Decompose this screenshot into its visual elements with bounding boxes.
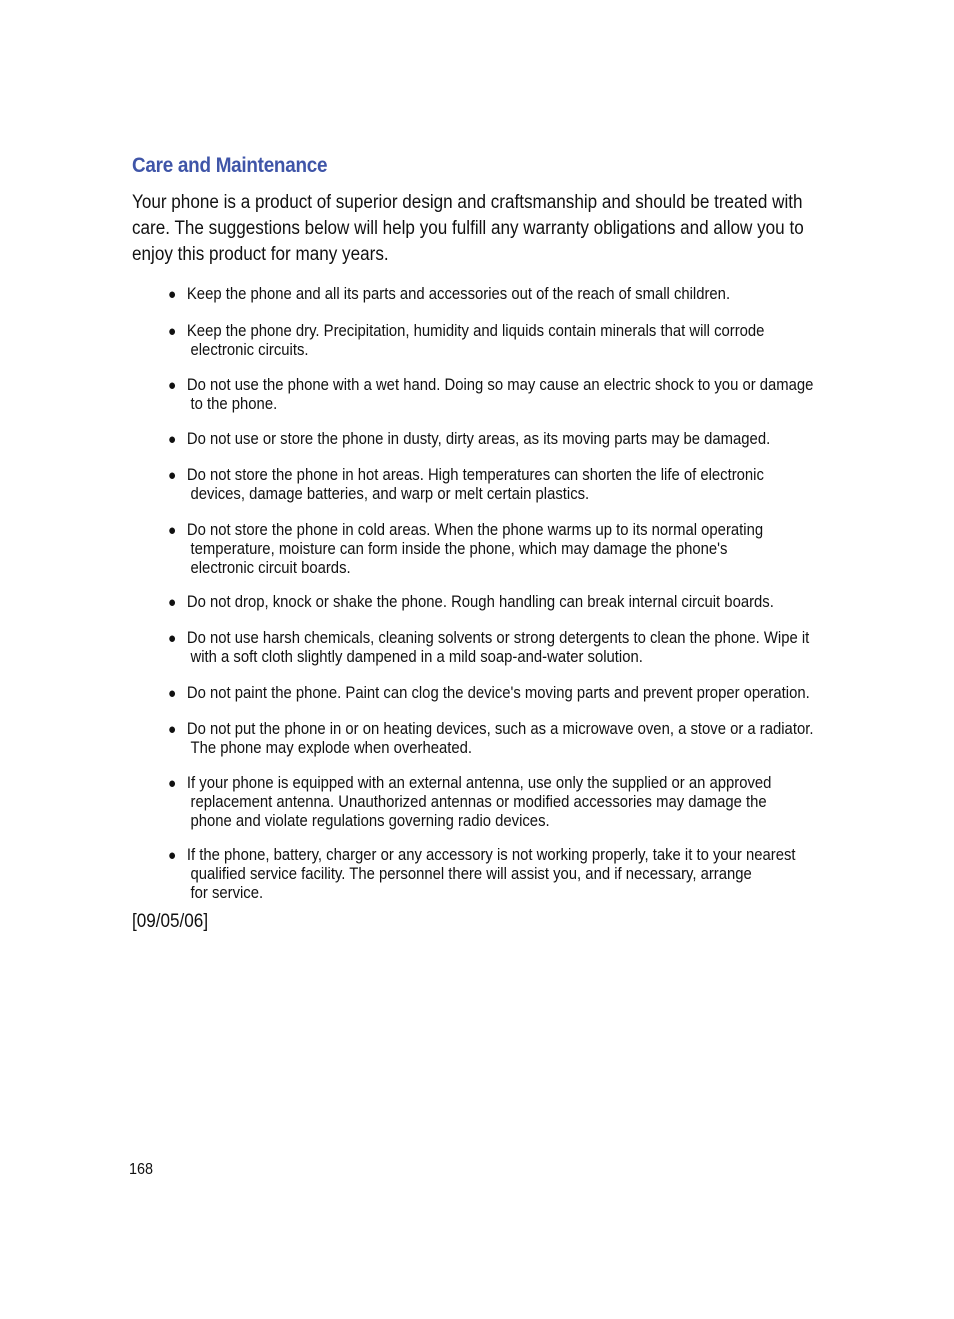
list-item xyxy=(168,846,825,903)
list-item xyxy=(168,521,825,578)
list-item-text: Do not drop, knock or shake the phone. Rough handling can break internal circuit boards. xyxy=(186,593,774,611)
bullet-icon: ● xyxy=(168,594,177,611)
page-number: 168 xyxy=(129,1161,154,1178)
intro-paragraph: Your phone is a product of superior design and craftsmanship and should be treated with care. The suggestions below will help you fulfill any warranty obligations and allow you to enjoy this product for many years. xyxy=(132,192,804,265)
bullet-icon: ● xyxy=(168,377,177,394)
list-item-text: Do not store the phone in cold areas. When the phone warms up to its normal operating xyxy=(186,521,764,539)
bullet-icon: ● xyxy=(168,431,177,448)
list-item xyxy=(168,684,825,703)
list-item-text-continued: qualified service facility. The personnel there will assist you, and if necessary, arrange for service. xyxy=(190,865,752,902)
bullet-icon: ● xyxy=(168,630,177,647)
list-item-text: Do not paint the phone. Paint can clog the device's moving parts and prevent proper operation. xyxy=(186,684,810,702)
list-item xyxy=(168,466,825,504)
list-item xyxy=(168,285,825,304)
list-item-text: If your phone is equipped with an external antenna, use only the supplied or an approved xyxy=(186,774,772,792)
list-item-text: If the phone, battery, charger or any accessory is not working properly, take it to your nearest xyxy=(186,846,796,864)
list-item-text: Keep the phone dry. Precipitation, humidity and liquids contain minerals that will corrode xyxy=(186,322,765,340)
bullet-icon: ● xyxy=(168,721,177,738)
list-item xyxy=(168,774,825,831)
bullet-icon: ● xyxy=(168,775,177,792)
revision-date: [09/05/06] xyxy=(132,911,209,932)
list-item xyxy=(168,430,825,449)
list-item-text-continued: with a soft cloth slightly dampened in a mild soap-and-water solution. xyxy=(190,648,643,666)
list-item-text-continued: to the phone. xyxy=(190,395,278,413)
list-item-text-continued: replacement antenna. Unauthorized antennas or modified accessories may damage the phone and violate regulations governing radio devices. xyxy=(190,793,767,830)
bullet-icon: ● xyxy=(168,685,177,702)
list-item xyxy=(168,629,825,667)
list-item-text: Do not use the phone with a wet hand. Doing so may cause an electric shock to you or damage xyxy=(186,376,814,394)
bullet-icon: ● xyxy=(168,467,177,484)
list-item xyxy=(168,376,825,414)
list-item-text-continued: electronic circuits. xyxy=(190,341,309,359)
list-item-text-continued: temperature, moisture can form inside the phone, which may damage the phone's electronic circuit boards. xyxy=(190,540,728,577)
list-item-text: Do not use harsh chemicals, cleaning solvents or strong detergents to clean the phone. Wipe it xyxy=(186,629,810,647)
list-item-text: Do not use or store the phone in dusty, dirty areas, as its moving parts may be damaged. xyxy=(186,430,771,448)
bullet-icon: ● xyxy=(168,286,177,303)
list-item xyxy=(168,322,825,360)
list-item-text: Do not put the phone in or on heating devices, such as a microwave oven, a stove or a radiator. xyxy=(186,720,814,738)
list-item xyxy=(168,720,825,758)
list-item-text: Do not store the phone in hot areas. High temperatures can shorten the life of electronic xyxy=(186,466,764,484)
bullet-icon: ● xyxy=(168,323,177,340)
section-heading: Care and Maintenance xyxy=(132,154,328,177)
list-item-text: Keep the phone and all its parts and accessories out of the reach of small children. xyxy=(186,285,731,303)
list-item xyxy=(168,593,825,612)
bullet-icon: ● xyxy=(168,847,177,864)
bullet-icon: ● xyxy=(168,522,177,539)
list-item-text-continued: devices, damage batteries, and warp or melt certain plastics. xyxy=(190,485,590,503)
list-item-text-continued: The phone may explode when overheated. xyxy=(190,739,473,757)
